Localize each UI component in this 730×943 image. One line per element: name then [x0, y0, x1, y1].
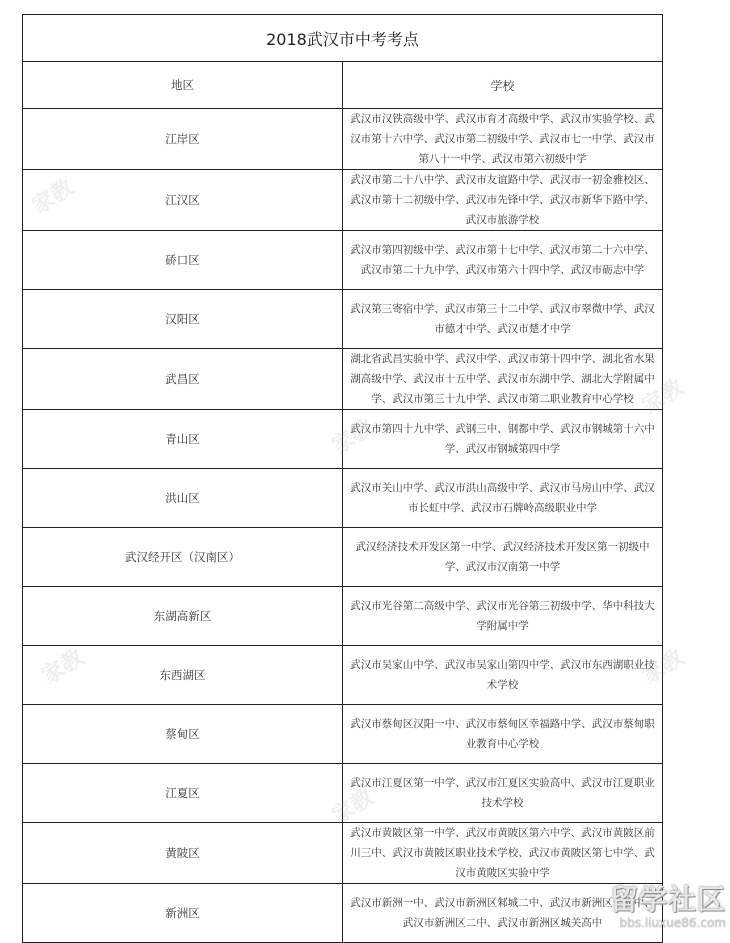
schools-cell: 武汉市第四十九中学、武钢三中、钢都中学、武汉市钢城第十六中学、武汉市钢城第四中学 [343, 410, 663, 469]
schools-cell: 武汉市光谷第二高级中学、武汉市光谷第三初级中学、华中科技大学附属中学 [343, 587, 663, 646]
header-schools: 学校 [343, 62, 663, 109]
table-row [23, 349, 663, 410]
table-row [23, 290, 663, 349]
table-row [23, 109, 663, 170]
table-row [23, 823, 663, 884]
region-cell: 江岸区 [23, 109, 343, 170]
schools-cell: 武汉市黄陂区第一中学、武汉市黄陂区第六中学、武汉市黄陂区前川三中、武汉市黄陂区职业技术学校、武汉市黄陂区第七中学、武汉市黄陂区实验中学 [343, 823, 663, 884]
region-cell: 洪山区 [23, 469, 343, 528]
watermark-brand: 家教 [327, 414, 379, 460]
table-row [23, 705, 663, 764]
schools-cell: 武汉市新洲一中、武汉市新洲区邾城二中、武汉市新洲区一初中、武汉市新洲区二中、武汉市新洲区城关高中 [343, 884, 663, 943]
schools-cell: 武汉市蔡甸区汉阳一中、武汉市蔡甸区幸福路中学、武汉市蔡甸职业教育中心学校 [343, 705, 663, 764]
schools-cell: 武汉市吴家山中学、武汉市吴家山第四中学、武汉市东西湖职业技术学校 [343, 646, 663, 705]
schools-cell: 武汉市第二十八中学、武汉市友谊路中学、武汉市一初金雅校区、武汉市第十二初级中学、武汉市先锋中学、武汉市新华下路中学、武汉市旅游学校 [343, 170, 663, 231]
exam-sites-table [22, 14, 663, 943]
table-row [23, 410, 663, 469]
region-cell: 武汉经开区（汉南区） [23, 528, 343, 587]
region-cell: 东西湖区 [23, 646, 343, 705]
schools-cell: 武汉经济技术开发区第一中学、武汉经济技术开发区第一初级中学、武汉市汉南第一中学 [343, 528, 663, 587]
region-cell: 黄陂区 [23, 823, 343, 884]
schools-cell: 武汉市江夏区第一中学、武汉市江夏区实验高中、武汉市江夏职业技术学校 [343, 764, 663, 823]
region-cell: 江汉区 [23, 170, 343, 231]
region-cell: 新洲区 [23, 884, 343, 943]
table-row [23, 646, 663, 705]
table-row [23, 469, 663, 528]
table-title: 2018武汉市中考考点 [23, 15, 663, 62]
table-row [23, 528, 663, 587]
schools-cell: 武汉第三寄宿中学、武汉市第三十二中学、武汉市翠微中学、武汉市德才中学、武汉市楚才中学 [343, 290, 663, 349]
table-row [23, 884, 663, 943]
region-cell: 江夏区 [23, 764, 343, 823]
watermark-brand: 家教 [637, 644, 689, 690]
region-cell: 汉阳区 [23, 290, 343, 349]
exam-sites-sheet [22, 14, 663, 934]
schools-cell: 湖北省武昌实验中学、武汉中学、武汉市第十四中学、湖北省水果湖高级中学、武汉市十五中学、武汉市东湖中学、湖北大学附属中学、武汉市第三十九中学、武汉市第二职业教育中心学校 [343, 349, 663, 410]
watermark-brand: 家教 [37, 644, 89, 690]
region-cell: 东湖高新区 [23, 587, 343, 646]
header-region: 地区 [23, 62, 343, 109]
schools-cell: 武汉市汉铁高级中学、武汉市育才高级中学、武汉市实验学校、武汉市第十六中学、武汉市第二初级中学、武汉市七一中学、武汉市第八十一中学、武汉市第六初级中学 [343, 109, 663, 170]
watermark-brand: 家教 [637, 374, 689, 420]
region-cell: 硚口区 [23, 231, 343, 290]
region-cell: 蔡甸区 [23, 705, 343, 764]
schools-cell: 武汉市第四初级中学、武汉市第十七中学、武汉市第二十六中学、武汉市第二十九中学、武汉市第六十四中学、武汉市砺志中学 [343, 231, 663, 290]
table-row [23, 764, 663, 823]
site-watermark-name: 留学社区 [609, 883, 726, 916]
site-watermark-url: bbs.liuxue86.com [619, 916, 726, 930]
table-row [23, 170, 663, 231]
watermark-brand: 家教 [27, 174, 79, 220]
table-row [23, 587, 663, 646]
region-cell: 武昌区 [23, 349, 343, 410]
watermark-brand: 家教 [327, 784, 379, 830]
table-row [23, 231, 663, 290]
region-cell: 青山区 [23, 410, 343, 469]
schools-cell: 武汉市关山中学、武汉市洪山高级中学、武汉市马房山中学、武汉市长虹中学、武汉市石牌岭高级职业中学 [343, 469, 663, 528]
